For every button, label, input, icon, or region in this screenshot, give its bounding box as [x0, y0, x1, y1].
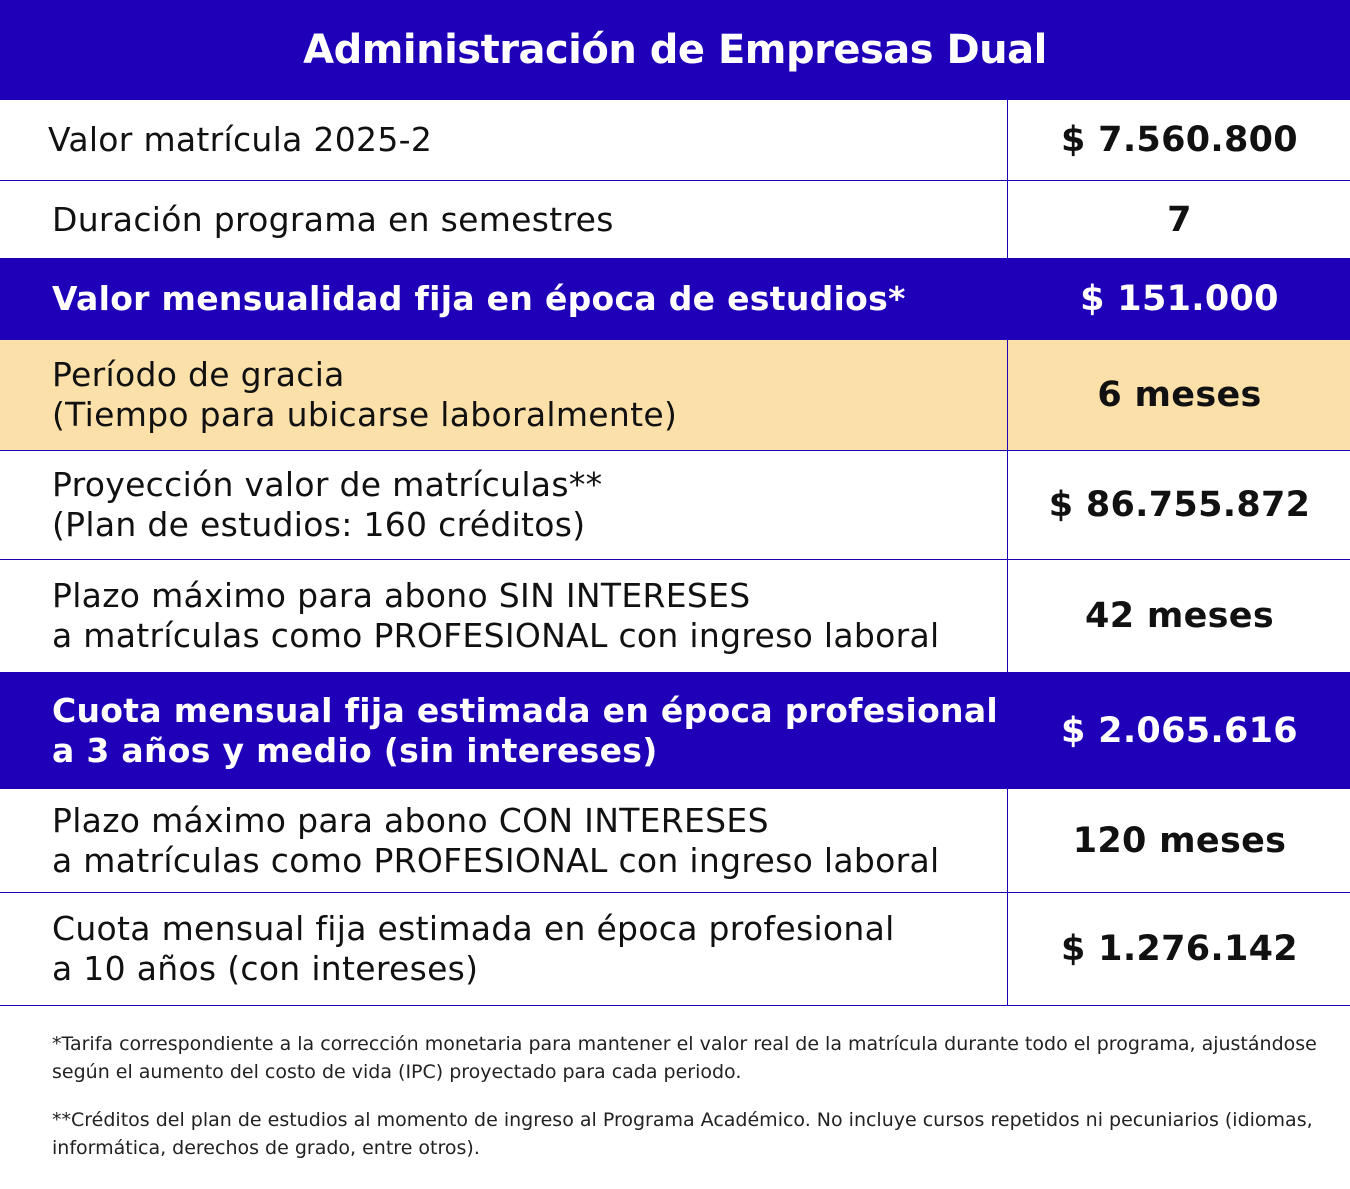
table-row: [0, 259, 1350, 340]
row-label: [0, 100, 1008, 180]
table-row: [0, 789, 1350, 893]
row-value: $ 151.000: [1080, 279, 1279, 319]
row-label-line: Proyección valor de matrículas**: [52, 465, 603, 504]
row-label: [0, 893, 1008, 1005]
row-label-line: Plazo máximo para abono CON INTERESES: [52, 800, 769, 840]
row-label: [0, 451, 1008, 559]
table-row: [0, 451, 1350, 560]
row-value: 6 meses: [1097, 375, 1262, 415]
table-row: [0, 181, 1350, 259]
row-label-line: Duración programa en semestres: [52, 199, 614, 239]
table-row: [0, 340, 1350, 451]
row-label: [0, 789, 1008, 892]
table-row: [0, 673, 1350, 789]
row-label: [0, 340, 1008, 450]
table-row: [0, 100, 1350, 181]
row-label-line: Cuota mensual fija estimada en época profesional: [52, 909, 895, 948]
row-label-line: Valor mensualidad fija en época de estudios*: [52, 279, 906, 318]
row-label-line: a matrículas como PROFESIONAL con ingreso laboral: [52, 840, 940, 880]
row-label: [0, 259, 1008, 339]
row-label-line: Valor matrícula 2025-2: [48, 120, 433, 159]
row-label-line: a 3 años y medio (sin intereses): [52, 730, 658, 770]
row-value: 7: [1167, 199, 1192, 240]
row-label-line: (Plan de estudios: 160 créditos): [52, 505, 586, 544]
table-row: [0, 893, 1350, 1006]
row-value: 120 meses: [1072, 820, 1287, 861]
row-label-line: Plazo máximo para abono SIN INTERESES: [52, 576, 751, 615]
row-value: $ 1.276.142: [1061, 929, 1298, 969]
footnote: *Tarifa correspondiente a la corrección monetaria para mantener el valor real de la matrícula durante todo el programa, ajustándose según el aumento del costo de vida (IPC) proyectado para cada periodo.: [52, 1033, 1317, 1083]
row-label: [0, 560, 1008, 672]
row-label-line: a matrículas como PROFESIONAL con ingreso laboral: [52, 616, 940, 655]
table-row: [0, 560, 1350, 673]
row-value: 42 meses: [1085, 596, 1274, 636]
row-label-line: a 10 años (con intereses): [52, 949, 479, 988]
row-label-line: Período de gracia: [52, 355, 345, 394]
page-title: Administración de Empresas Dual: [0, 0, 1350, 100]
row-label-line: Cuota mensual fija estimada en época profesional: [52, 690, 999, 730]
row-label: [0, 673, 1008, 788]
footnote: **Créditos del plan de estudios al momento de ingreso al Programa Académico. No incluye cursos repetidos ni pecuniarios (idiomas, informática, derechos de grado, entre otros).: [52, 1109, 1313, 1159]
row-label-line: (Tiempo para ubicarse laboralmente): [52, 395, 678, 434]
row-value: $ 7.560.800: [1061, 120, 1298, 160]
footnotes: [52, 1030, 1322, 1162]
row-label: [0, 181, 1008, 258]
row-value: $ 86.755.872: [1048, 485, 1311, 525]
row-value: $ 2.065.616: [1061, 710, 1298, 751]
